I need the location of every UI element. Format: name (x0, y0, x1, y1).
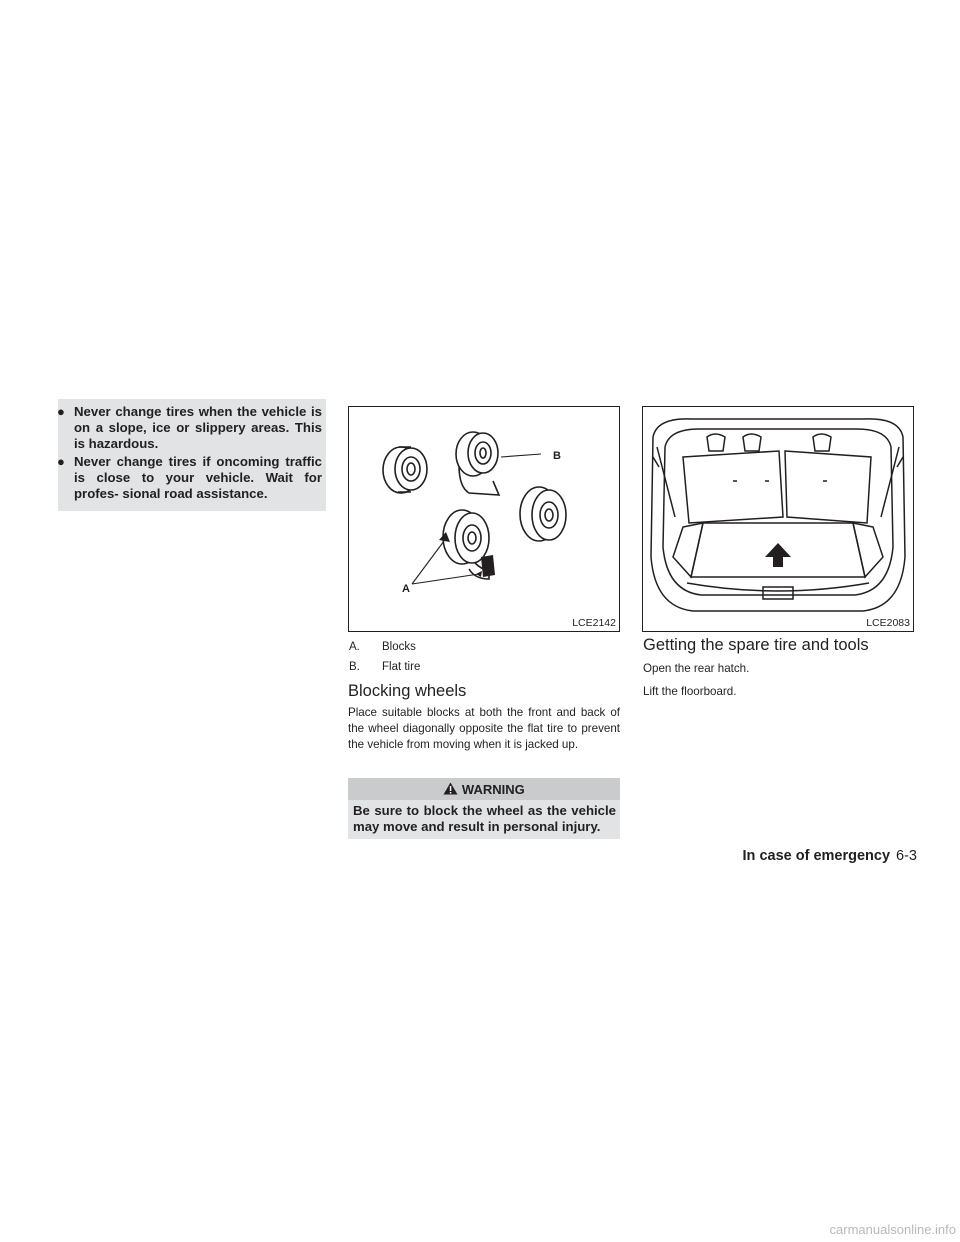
figure-cargo-area (642, 406, 914, 632)
cargo-area-illustration (643, 407, 913, 631)
section-heading-blocking-wheels: Blocking wheels (348, 682, 467, 700)
bullet-icon: ● (57, 404, 65, 419)
label-a: A (402, 583, 410, 595)
chapter-title: In case of emergency (742, 848, 891, 864)
warning-item-1-text: Never change tires when the vehicle is on a slope, ice or slippery areas. This is hazardous. (74, 404, 322, 451)
blocking-wheels-paragraph: Place suitable blocks at both the front and back of the wheel diagonally opposite the flat tire to prevent the vehicle from moving when it is jacked up. (348, 706, 620, 751)
warning-header (348, 778, 620, 800)
warning-text: Be sure to block the wheel as the vehicle may move and result in personal injury. (353, 803, 616, 834)
figure-code: LCE2142 (572, 617, 616, 629)
flat-tire-icon (456, 432, 499, 495)
figure-code: LCE2083 (866, 617, 910, 629)
blocked-tire-icon (443, 510, 489, 579)
figure-wheel-blocks (348, 406, 620, 632)
spare-step-1: Open the rear hatch. (643, 662, 750, 675)
warning-title: WARNING (348, 782, 620, 797)
caption-a: A. Blocks (349, 641, 416, 653)
warning-body (348, 800, 620, 839)
warning-item-2-text: Never change tires if oncoming traffic is close to your vehicle. Wait for profes- sional road assistance. (74, 454, 322, 501)
bullet-icon: ● (57, 454, 65, 469)
warning-triangle-icon (443, 782, 458, 795)
wheel-chock-icon (481, 555, 495, 577)
tire-icon (520, 487, 566, 541)
page-number: 6-3 (896, 848, 917, 864)
page-footer (743, 848, 917, 864)
watermark[interactable]: carmanualsonline.info (829, 1222, 956, 1237)
safety-warning-box (58, 399, 326, 511)
caption-b: B. Flat tire (349, 661, 421, 673)
wheel-blocks-illustration (349, 407, 619, 631)
section-heading-spare-tire: Getting the spare tire and tools (643, 636, 869, 654)
tire-icon (383, 447, 427, 493)
label-b: B (553, 450, 561, 462)
spare-step-2: Lift the floorboard. (643, 685, 737, 698)
